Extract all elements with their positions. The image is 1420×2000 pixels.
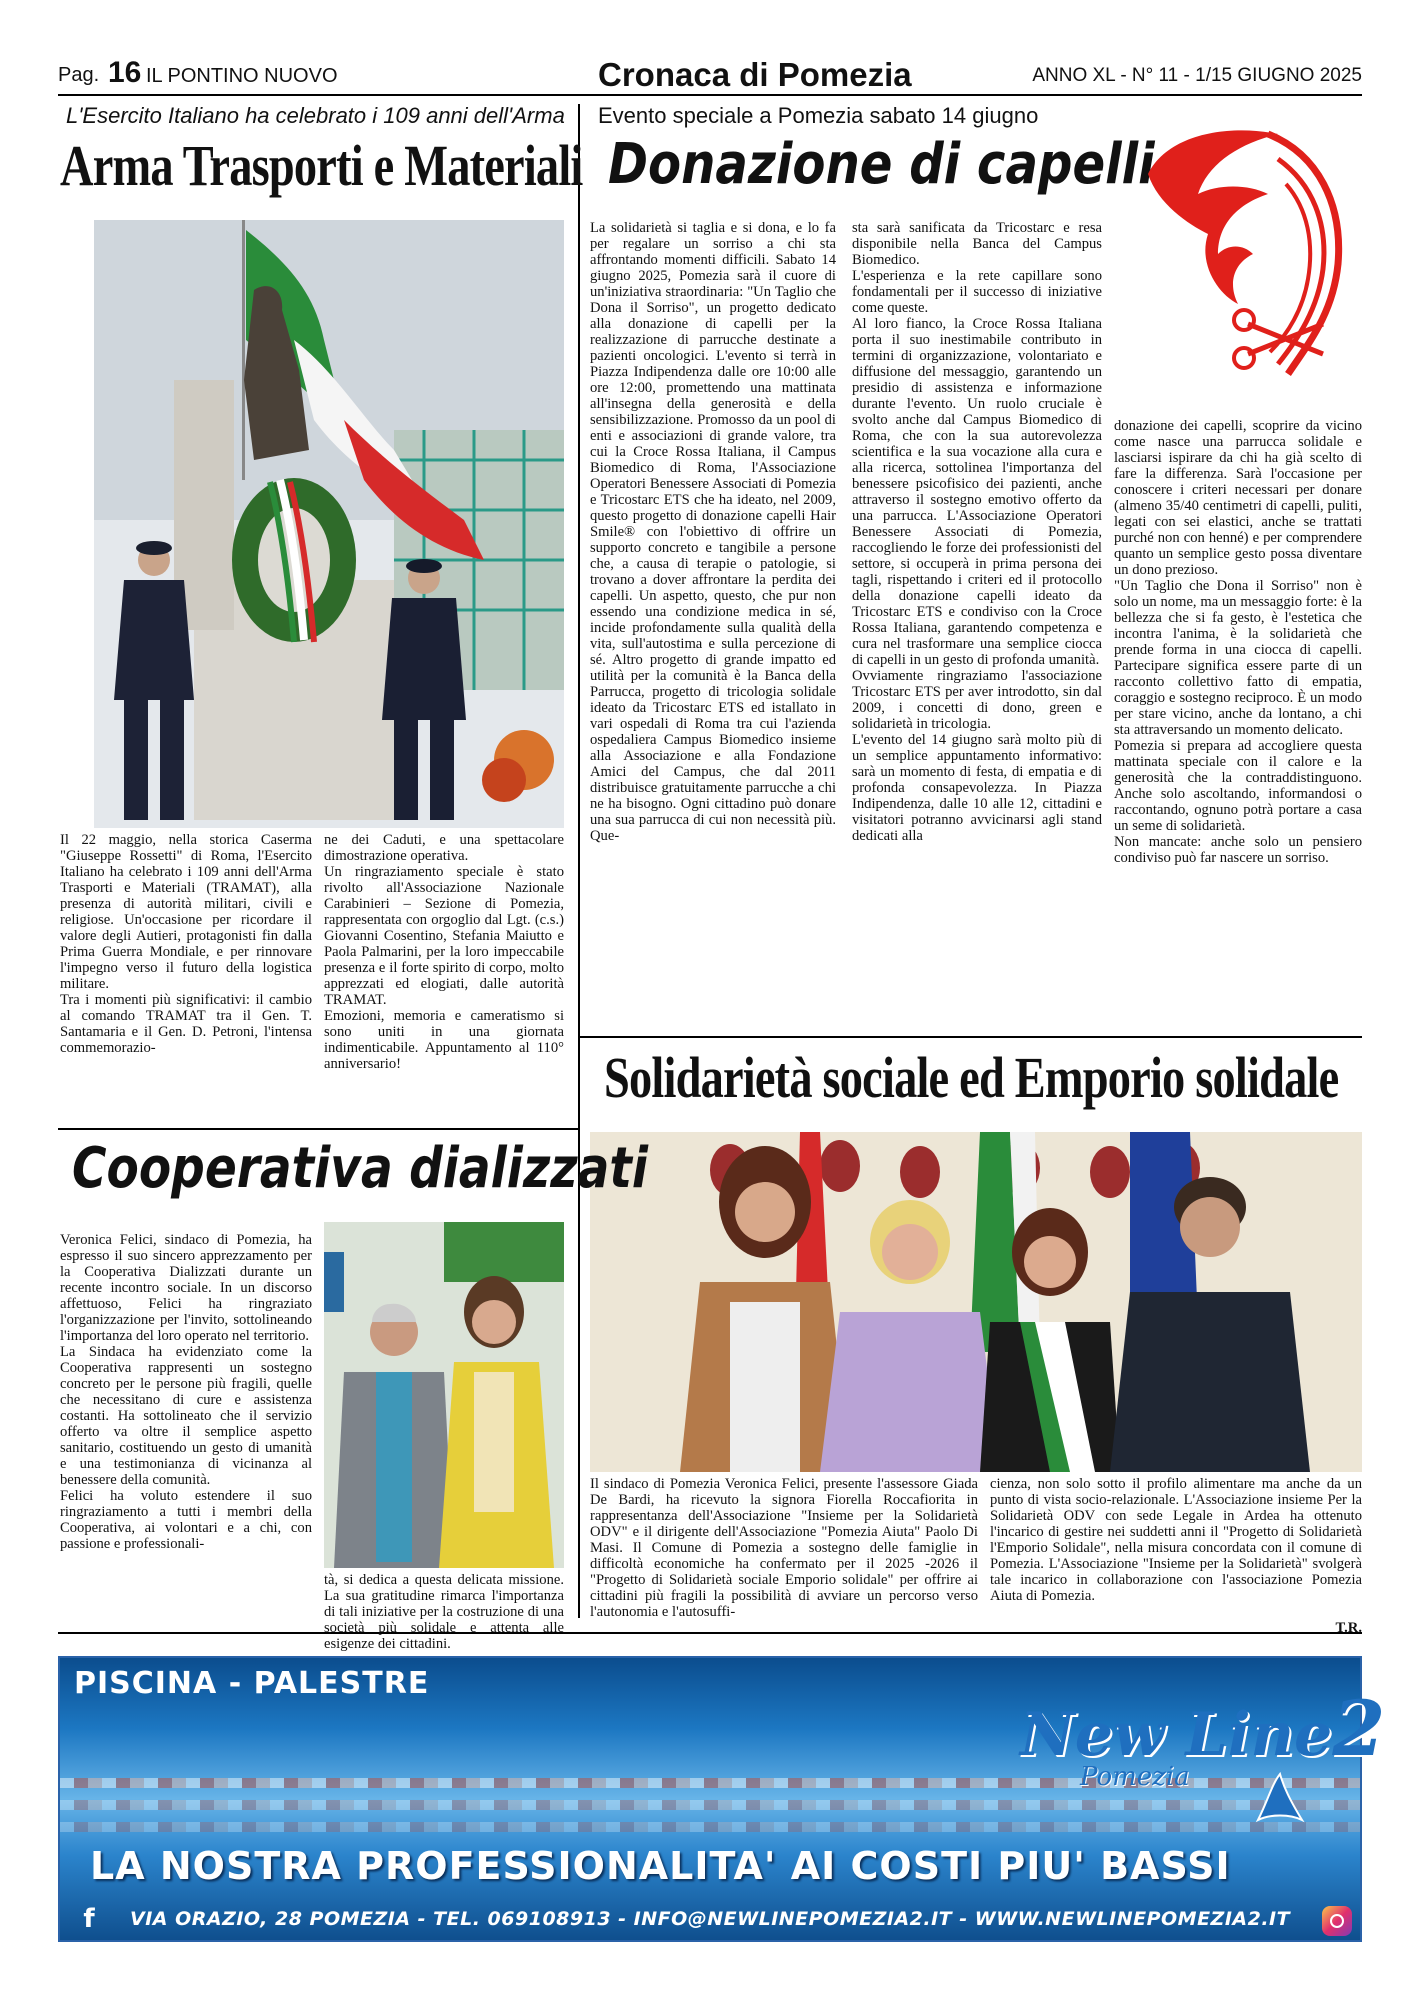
article1-kicker: L'Esercito Italiano ha celebrato i 109 anni dell'Arma [66, 103, 565, 128]
article2-col3 [1114, 418, 1362, 1028]
ceremony-photo [94, 220, 564, 828]
article3-col2 [324, 1572, 564, 1652]
article3-col1 [60, 1232, 312, 1620]
article3-paragraph: Felici ha voluto estendere il suo ringraziamento a tutti i membri della Cooperativa, ai volontari e a chi, con passione e professionali- [60, 1488, 312, 1552]
article3-title: Cooperativa dializzati [72, 1136, 648, 1201]
issue-info: ANNO XL - N° 11 - 1/15 GIUGNO 2025 [1032, 65, 1362, 86]
article1-col1 [60, 832, 312, 1122]
pool-lane-stripe [60, 1800, 1360, 1810]
article2-paragraph: Al loro fianco, la Croce Rossa Italiana porta il suo inestimabile contributo in termini di organizzazione, volontariato e diffusione del messaggio, garantendo un presidio di assistenza e informazione durante l'evento. Un ruolo cruciale è svolto anche dal Campus Biomedico di Roma, che con la sua autorevolezza scientifica e la sua vocazione alla cura e alla ricerca, sottolinea l'importanza del benessere psicofisico dei pazienti, anche attraverso il sostegno emotivo offerto da una parrucca. L'Associazione Operatori Benessere Associati di Pomezia, raccogliendo le forze dei professionisti del settore, si occuperà in prima persona dei tagli, rispettando i criteri ed il protocollo della donazione capelli ideato da Tricostarc ETS e condiviso con la Croce Rossa Italiana, garantendo competenza e cura nel trasformare una semplice ciocca di capelli in un gesto di profonda umanità. [852, 316, 1102, 668]
article4-paragraph: Il sindaco di Pomezia Veronica Felici, presente l'assessore Giada De Bardi, ha ricevuto la signora Fiorella Roccafiorita in rappresentanza dell'Associazione "Insieme per la Solidarietà ODV" e il dirigente dell'Associazione "Pomezia Aiuta" Paolo Di Masi. Il Comune di Pomezia a sostegno delle famiglie in difficoltà economiche ha confermato per il 2025 -2026 il "Progetto di Solidarietà sociale Emporio solidale" per offrire ai cittadini più fragili la possibilità di avviare un percorso verso l'autonomia e l'autosuffi- [590, 1476, 978, 1620]
article2-paragraph: L'evento del 14 giugno sarà molto più di un semplice appuntamento informativo: sarà un momento di festa, di empatia e di profonda consapevolezza. In Piazza Indipendenza, dalle 10 alle 12, cittadini e visitatori potranno avvicinarsi agli stand dedicati alla [852, 732, 1102, 844]
ad-brand-city: Pomezia [1080, 1762, 1190, 1792]
ad-brand-name: New Line [1020, 1700, 1333, 1770]
ad-top-line: PISCINA - PALESTRE [74, 1666, 430, 1701]
article4-col1 [590, 1476, 978, 1636]
article1-col2 [324, 832, 564, 1122]
article2-paragraph: "Un Taglio che Dona il Sorriso" non è solo un nome, ma un messaggio forte: è la bellezza che si fa gesto, è l'estetica che incontra l'anima, è la solidarietà che prende forma in una ciocca di capelli. Partecipare significa essere parte di un racconto collettivo fatto di empatia, coraggio e sostegno reciproco. È un modo per stare vicino, anche da lontano, a chi sta attraversando un momento delicato. [1114, 578, 1362, 738]
cooperativa-photo [324, 1222, 564, 1568]
hair-donation-logo [1128, 104, 1358, 414]
woman-profile-icon [1128, 104, 1358, 414]
article4-signature: T.R. [1335, 1620, 1362, 1636]
article1-paragraph: Tra i momenti più significativi: il cambio al comando TRAMAT tra il Gen. T. Santamaria e il Gen. D. Petroni, l'intensa commemorazio- [60, 992, 312, 1056]
cooperativa-photo-illustration [324, 1222, 564, 1568]
article1-paragraph: ne dei Caduti, e una spettacolare dimostrazione operativa. [324, 832, 564, 864]
article2-paragraph: Non mancate: anche solo un pensiero condiviso può far nascere un sorriso. [1114, 834, 1362, 866]
instagram-icon[interactable] [1322, 1906, 1352, 1936]
ceremony-photo-illustration [94, 220, 564, 828]
section-rule [578, 1036, 1362, 1038]
article3-paragraph: tà, si dedica a questa delicata missione. La sua gratitudine rimarca l'importanza di tali iniziative per la costruzione di una società più solidale e attenta alle esigenze dei cittadini. [324, 1572, 564, 1652]
solidarity-photo-illustration [590, 1132, 1362, 1472]
article2-paragraph: donazione dei capelli, scoprire da vicino come nasce una parrucca solidale e lasciarsi ispirare da chi ha già scelto di fare la differenza. Sarà l'occasione per conoscere i criteri necessari per donare (almeno 35/40 centimetri di capelli, puliti, legati con sei elastici, anche se trattati purché non con henné) e per comprendere quanto un semplice gesto possa diventare un dono prezioso. [1114, 418, 1362, 578]
gym-advertisement[interactable] [58, 1656, 1386, 1942]
pool-lane-stripe [60, 1822, 1360, 1832]
article1-title: Arma Trasporti e Materiali [60, 133, 583, 198]
ad-contacts[interactable]: VIA ORAZIO, 28 POMEZIA - TEL. 069108913 - INFO@NEWLINEPOMEZIA2.IT - WWW.NEWLINEPOMEZIA2.IT [130, 1908, 1291, 1930]
article4-col2 [990, 1476, 1362, 1620]
ad-brand-number: 2 [1332, 1684, 1386, 1773]
article2-col1 [590, 220, 836, 1028]
article2-title: Donazione di capelli [608, 132, 1155, 197]
column-rule [578, 104, 580, 1618]
article4-title: Solidarietà sociale ed Emporio solidale [604, 1045, 1339, 1110]
swimmer-icon [1250, 1770, 1310, 1826]
section-rule [58, 1128, 578, 1130]
page-label: Pag. [58, 64, 100, 86]
article2-col2 [852, 220, 1102, 1028]
article1-paragraph: Un ringraziamento speciale è stato rivolto all'Associazione Nazionale Carabinieri – Sezione di Pomezia, rappresentata con orgoglio dal Lgt. (c.s.) Giovanni Cosentino, Stefania Maiutto e Paola Palmarini, per la loro impeccabile presenza e il forte spirito di corpo, molto apprezzati ed elogiati, dalle autorità TRAMAT. [324, 864, 564, 1008]
article2-paragraph: sta sarà sanificata da Tricostarc e resa disponibile nella Banca del Campus Biomedico. [852, 220, 1102, 268]
article1-paragraph: Emozioni, memoria e cameratismo si sono uniti in una giornata indimenticabile. Appuntamento al 110° anniversario! [324, 1008, 564, 1072]
article3-paragraph: Veronica Felici, sindaco di Pomezia, ha espresso il suo sincero apprezzamento per la Cooperativa Dializzati durante un recente incontro sociale. In un discorso affettuoso, Felici ha ringraziato l'organizzazione per l'invito, sottolineando l'importanza del loro operato nel territorio. [60, 1232, 312, 1344]
page-number: 16 [108, 56, 142, 89]
article4-paragraph: cienza, non solo sotto il profilo alimentare ma anche da un punto di vista socio-relazionale. L'Associazione insieme Per la Solidarietà ODV con sede Legale in Ardea ha ottenuto l'incarico di gestire nei suddetti anni il "Progetto di Solidarietà l'Emporio Solidale", nella misura concordata con il comune di Pomezia. L'Associazione "Insieme per la Solidarietà" svolgerà tale incarico in collaborazione con l'associazione Pomezia Aiuta di Pomezia. [990, 1476, 1362, 1604]
article2-paragraph: Pomezia si prepara ad accogliere questa mattinata speciale con il calore e la generosità che la contraddistinguono. Anche solo ascoltando, informandosi o raccontando, ognuno potrà portare a casa un seme di solidarietà. [1114, 738, 1362, 834]
facebook-icon[interactable]: f [83, 1904, 95, 1934]
article2-paragraph: Ovviamente ringraziamo l'associazione Tricostarc ETS per aver introdotto, sin dal 2009, i concetti di dono, green e solidarietà in tricologia. [852, 668, 1102, 732]
newspaper-name: IL PONTINO NUOVO [146, 65, 338, 87]
section-title: Cronaca di Pomezia [598, 56, 912, 93]
article3-paragraph: La Sindaca ha evidenziato come la Cooperativa rappresenti un sostegno concreto per le persone più fragili, quelle che necessitano di cure e assistenza costanti. Ha sottolineato che il servizio offerto va oltre il semplice aspetto sanitario, costituendo un gesto di umanità e una testimonianza di vicinanza al benessere della comunità. [60, 1344, 312, 1488]
ad-brand-logo [1020, 1684, 1385, 1773]
page-header [58, 58, 1362, 96]
article1-paragraph: Il 22 maggio, nella storica Caserma "Giuseppe Rossetti" di Roma, l'Esercito Italiano ha celebrato i 109 anni dell'Arma Trasporti e Materiali (TRAMAT), alla presenza di autorità militari, civili e religiose. Un'occasione per ricordare il valore degli Autieri, protagonisti fin dalla Prima Guerra Mondiale, e per rinnovare l'impegno verso il futuro della logistica militare. [60, 832, 312, 992]
article2-paragraph: L'esperienza e la rete capillare sono fondamentali per il successo di iniziative come queste. [852, 268, 1102, 316]
ad-slogan: LA NOSTRA PROFESSIONALITA' AI COSTI PIU' BASSI [90, 1844, 1231, 1888]
article2-kicker: Evento speciale a Pomezia sabato 14 giugno [598, 103, 1039, 128]
article2-paragraph: La solidarietà si taglia e si dona, e lo fa per regalare un sorriso a chi sta affrontando momenti difficili. Sabato 14 giugno 2025, Pomezia sarà il cuore di un'iniziativa straordinaria: "Un Taglio che Dona il Sorriso", un progetto dedicato alla donazione di capelli per la realizzazione di parrucche destinate a pazienti oncologici. L'evento si terrà in Piazza Indipendenza dalle ore 10:00 alle ore 12:00, promettendo una mattinata all'insegna della generosità e della sensibilizzazione. Promosso da un pool di enti e associazioni di grande valore, tra cui la Croce Rossa Italiana, il Campus Biomedico di Roma, l'Associazione Operatori Benessere Associati di Pomezia e Tricostarc ETS che ha ideato, nel 2009, questo progetto di donazione capelli Hair Smile® con l'obiettivo di offrire un supporto concreto e tangibile a persone che, a causa di terapie o patologie, si trovano a dover affrontare la perdita dei capelli. Un aspetto, questo, che pur non essendo una condizione medica in sé, incide profondamente sulla qualità della vita, sull'autostima e sulla percezione di sé. Altro progetto di grande impatto ed utilità per la comunità è la Banca della Parrucca, progetto di tricologia solidale ideato da Tricostarc ETS ed istallato in vari ospedali di Roma tra cui l'azienda ospedaliera Campus Biomedico insieme alla Associazione e alla Fondazione Amici del Campus, che dal 2011 distribuisce gratuitamente parrucche a chi ne ha bisogno. Ogni cittadino può donare una sua parrucca di cui non necessità più. Que- [590, 220, 836, 844]
solidarity-photo [590, 1132, 1362, 1472]
